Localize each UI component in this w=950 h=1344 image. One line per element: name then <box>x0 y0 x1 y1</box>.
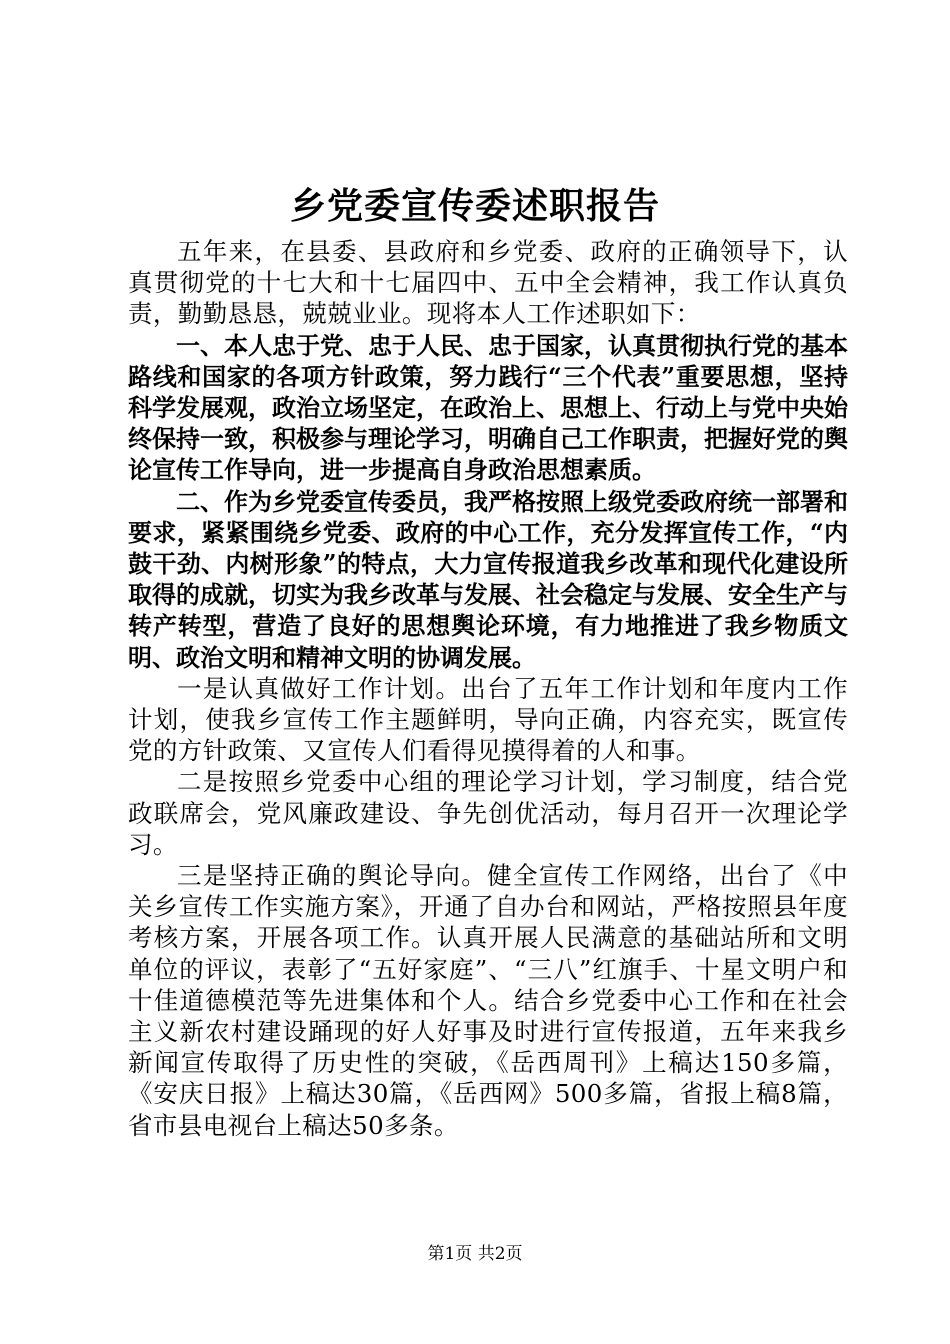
document-title: 乡党委宣传委述职报告 <box>289 185 660 227</box>
paragraph-intro: 五年来，在县委、县政府和乡党委、政府的正确领导下，认真贯彻党的十七大和十七届四中、五中全会精神，我工作认真负责，勤勤恳恳，兢兢业业。现将本人工作述职如下： <box>128 237 848 329</box>
paragraph-item-2: 二是按照乡党委中心组的理论学习计划，学习制度，结合党政联席会，党风廉政建设、争先创优活动，每月召开一次理论学习。 <box>128 767 848 859</box>
page-number-footer: 第1页 共2页 <box>427 1244 523 1264</box>
paragraph-section-1: 一、本人忠于党、忠于人民、忠于国家，认真贯彻执行党的基本路线和国家的各项方针政策，努力践行“三个代表”重要思想，坚持科学发展观，政治立场坚定，在政治上、思想上、行动上与党中央始终保持一致，积极参与理论学习，明确自己工作职责，把握好党的舆论宣传工作导向，进一步提高自身政治思想素质。 <box>128 330 848 485</box>
paragraph-item-3: 三是坚持正确的舆论导向。健全宣传工作网络，出台了《中关乡宣传工作实施方案》，开通了自办台和网站，严格按照县年度考核方案，开展各项工作。认真开展人民满意的基础站所和文明单位的评议，表彰了“五好家庭”、“三八”红旗手、十星文明户和十佳道德模范等先进集体和个人。结合乡党委中心工作和在社会主义新农村建设踊现的好人好事及时进行宣传报道，五年来我乡新闻宣传取得了历史性的突破，《岳西周刊》上稿达150多篇，《安庆日报》上稿达30篇，《岳西网》500多篇，省报上稿8篇，省市县电视台上稿达50多条。 <box>128 861 848 1140</box>
paragraph-item-1: 一是认真做好工作计划。出台了五年工作计划和年度内工作计划，使我乡宣传工作主题鲜明，导向正确，内容充实，既宣传党的方针政策、又宣传人们看得见摸得着的人和事。 <box>128 673 848 766</box>
paragraph-section-2: 二、作为乡党委宣传委员，我严格按照上级党委政府统一部署和要求，紧紧围绕乡党委、政府的中心工作，充分发挥宣传工作，“内鼓干劲、内树形象”的特点，大力宣传报道我乡改革和现代化建设所取得的成就，切实为我乡改革与发展、社会稳定与发展、安全生产与转产转型，营造了良好的思想舆论环境，有力地推进了我乡物质文明、政治文明和精神文明的协调发展。 <box>128 486 848 672</box>
document-body <box>128 236 848 1141</box>
